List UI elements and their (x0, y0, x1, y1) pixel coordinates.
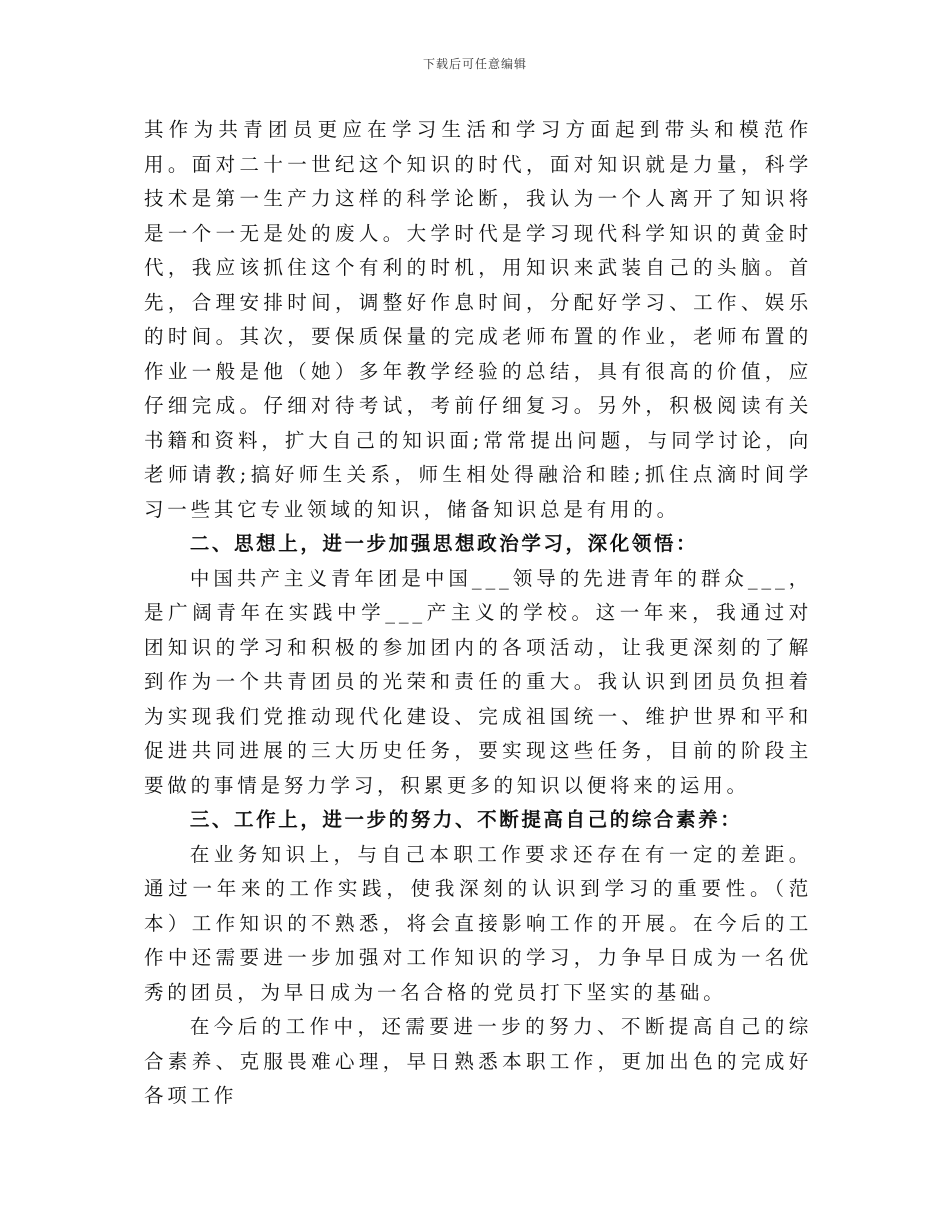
page-header: 下载后可任意编辑 (422, 57, 527, 71)
section-heading-thought: 二、思想上，进一步加强思想政治学习，深化领悟： (189, 532, 699, 555)
paragraph-work: 在业务知识上，与自己本职工作要求还存在有一定的差距。通过一年来的工作实践，使我深刻的认识到学习的重要性。（范本）工作知识的不熟悉，将会直接影响工作的开展。在今后的工作中还需要进一步加强对工作知识的学习，力争早日成为一名优秀的团员，为早日成为一名合格的党员打下坚实的基础。 (144, 842, 812, 1004)
document-body (144, 113, 812, 1114)
paragraph-study: 其作为共青团员更应在学习生活和学习方面起到带头和模范作用。面对二十一世纪这个知识的时代，面对知识就是力量，科学技术是第一生产力这样的科学论断，我认为一个人离开了知识将是一个一无是处的废人。大学时代是学习现代科学知识的黄金时代，我应该抓住这个有利的时机，用知识来武装自己的头脑。首先，合理安排时间，调整好作息时间，分配好学习、工作、娱乐的时间。其次，要保质保量的完成老师布置的作业，老师布置的作业一般是他（她）多年教学经验的总结，具有很高的价值，应仔细完成。仔细对待考试，考前仔细复习。另外，积极阅读有关书籍和资料，扩大自己的知识面;常常提出问题，与同学讨论，向老师请教;搞好师生关系，师生相处得融洽和睦;抓住点滴时间学习一些其它专业领域的知识，储备知识总是有用的。 (144, 118, 812, 521)
paragraph-future: 在今后的工作中，还需要进一步的努力、不断提高自己的综合素养、克服畏难心理，早日熟悉本职工作，更加出色的完成好各项工作 (144, 1015, 812, 1107)
paragraph-thought: 中国共产主义青年团是中国___领导的先进青年的群众___，是广阔青年在实践中学___产主义的学校。这一年来，我通过对团知识的学习和积极的参加团内的各项活动，让我更深刻的了解到作为一个共青团员的光荣和责任的重大。我认识到团员负担着为实现我们党推动现代化建设、完成祖国统一、维护世界和平和促进共同进展的三大历史任务，要实现这些任务，目前的阶段主要做的事情是努力学习，积累更多的知识以便将来的运用。 (144, 566, 812, 797)
section-heading-work: 三、工作上，进一步的努力、不断提高自己的综合素养： (189, 808, 743, 831)
